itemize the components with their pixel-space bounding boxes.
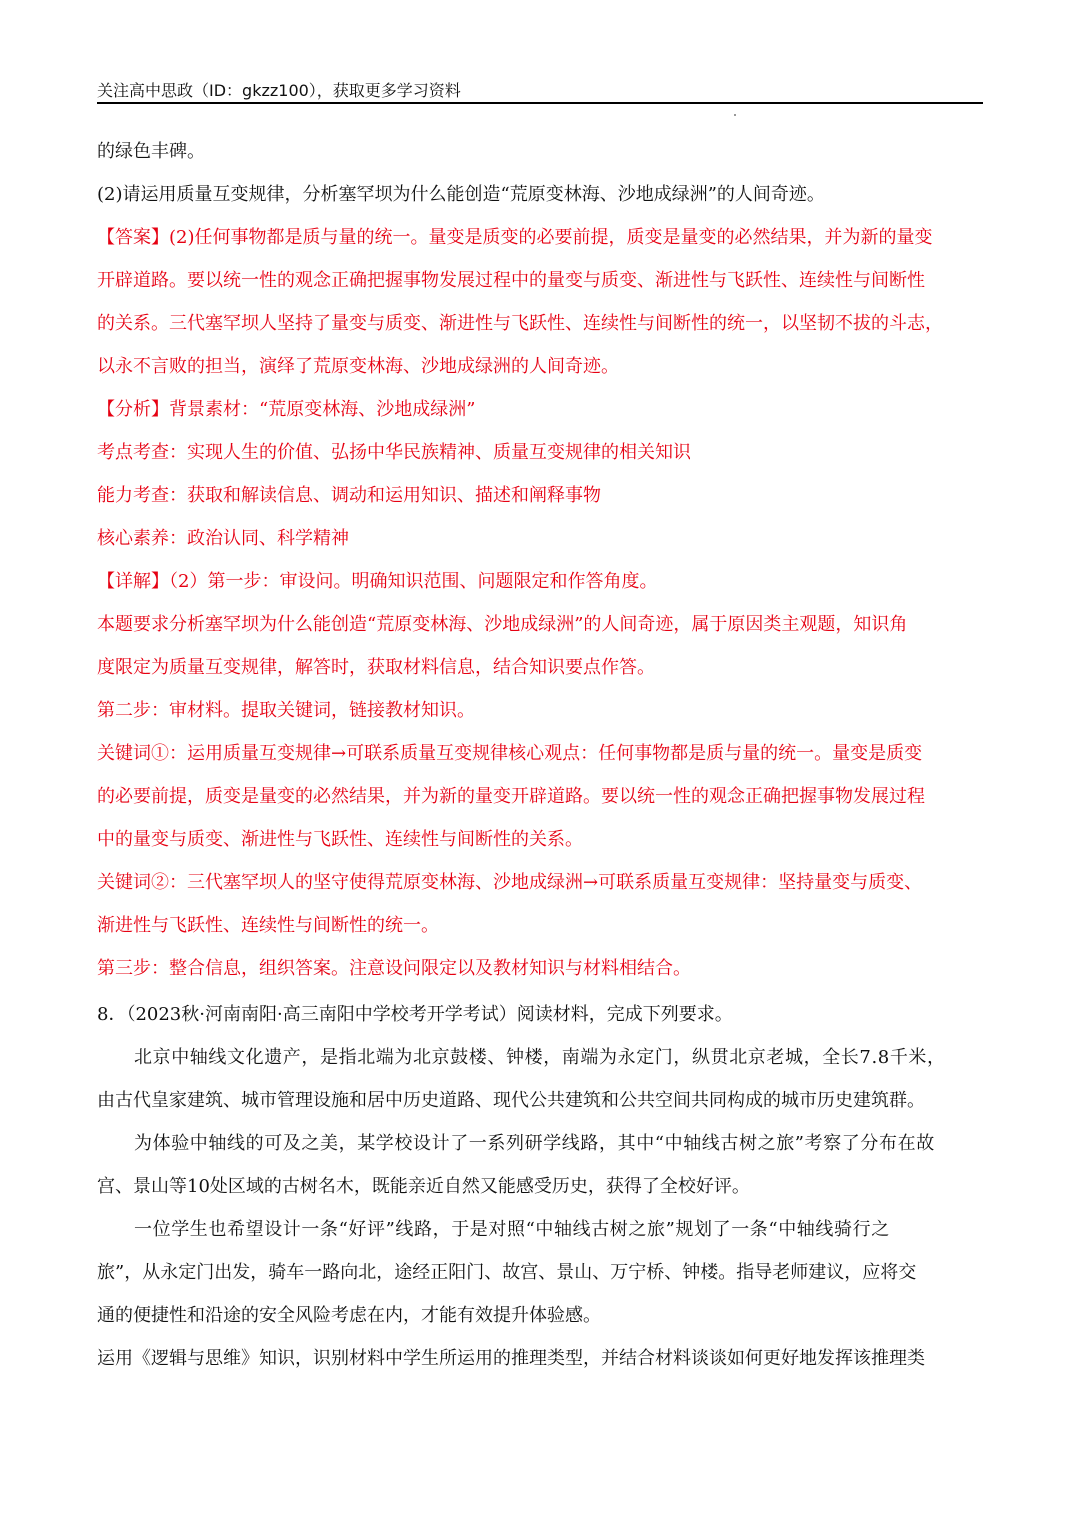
step2-line: 第二步：审材料。提取关键词，链接教材知识。 (97, 700, 475, 721)
keyword1-line-1: 关键词①：运用质量互变规律→可联系质量互变规律核心观点：任何事物都是质与量的统一。量变是质变 (97, 743, 923, 764)
material-line-2: 由古代皇家建筑、城市管理设施和居中历史道路、现代公共建筑和公共空间共同构成的城市历史建筑群。 (97, 1090, 925, 1111)
material-line-6: 旅”，从永定门出发，骑车一路向北，途经正阳门、故宫、景山、万宁桥、钟楼。指导老师建议，应将交 (97, 1262, 917, 1283)
material-line-3: 为体验中轴线的可及之美，某学校设计了一系列研学线路，其中“中轴线古树之旅”考察了分布在故 (134, 1133, 935, 1154)
keyword1-line-3: 中的量变与质变、渐进性与飞跃性、连续性与间断性的关系。 (97, 829, 583, 850)
material-line-4: 宫、景山等10处区域的古树名木，既能亲近自然又能感受历史，获得了全校好评。 (97, 1176, 750, 1197)
material-line-1: 北京中轴线文化遗产，是指北端为北京鼓楼、钟楼，南端为永定门，纵贯北京老城，全长7.8千米， (134, 1047, 946, 1068)
material-line-5: 一位学生也希望设计一条“好评”线路，于是对照“中轴线古树之旅”规划了一条“中轴线骑行之 (134, 1219, 890, 1240)
analysis-line: 【分析】背景素材：“荒原变林海、沙地成绿洲” (97, 399, 476, 420)
question-8-line: 8．（2023秋·河南南阳·高三南阳中学校考开学考试）阅读材料，完成下列要求。 (97, 1004, 733, 1025)
text-line-1: 的绿色丰碑。 (97, 141, 205, 162)
ability-line: 能力考查：获取和解读信息、调动和运用知识、描述和阐释事物 (97, 485, 601, 506)
answer-line-2: 开辟道路。要以统一性的观念正确把握事物发展过程中的量变与质变、渐进性与飞跃性、连续性与间断性 (97, 270, 925, 291)
answer-line-1: 【答案】(2)任何事物都是质与量的统一。量变是质变的必要前提，质变是量变的必然结果，并为新的量变 (97, 227, 933, 248)
keyword2-line-2: 渐进性与飞跃性、连续性与间断性的统一。 (97, 915, 439, 936)
detail-line-2: 度限定为质量互变规律，解答时，获取材料信息，结合知识要点作答。 (97, 657, 655, 678)
decorative-dot (734, 114, 736, 116)
requirement-line: 运用《逻辑与思维》知识，识别材料中学生所运用的推理类型，并结合材料谈谈如何更好地发挥该推理类 (97, 1348, 925, 1369)
core-literacy-line: 核心素养：政治认同、科学精神 (97, 528, 349, 549)
detail-line-1: 本题要求分析塞罕坝为什么能创造“荒原变林海、沙地成绿洲”的人间奇迹，属于原因类主观题，知识角 (97, 614, 908, 635)
step3-line: 第三步：整合信息，组织答案。注意设问限定以及教材知识与材料相结合。 (97, 958, 691, 979)
header-text: 关注高中思政（ID：gkzz100），获取更多学习资料 (97, 81, 461, 100)
keyword1-line-2: 的必要前提，质变是量变的必然结果，并为新的量变开辟道路。要以统一性的观念正确把握事物发展过程 (97, 786, 925, 807)
answer-line-3: 的关系。三代塞罕坝人坚持了量变与质变、渐进性与飞跃性、连续性与间断性的统一，以坚韧不拔的斗志， (97, 313, 943, 334)
question-2-line: (2)请运用质量互变规律，分析塞罕坝为什么能创造“荒原变林海、沙地成绿洲”的人间奇迹。 (97, 184, 825, 205)
material-line-7: 通的便捷性和沿途的安全风险考虑在内，才能有效提升体验感。 (97, 1305, 601, 1326)
exam-points-line: 考点考查：实现人生的价值、弘扬中华民族精神、质量互变规律的相关知识 (97, 442, 691, 463)
answer-line-4: 以永不言败的担当，演绎了荒原变林海、沙地成绿洲的人间奇迹。 (97, 356, 619, 377)
detail-step1-line: 【详解】（2）第一步：审设问。明确知识范围、问题限定和作答角度。 (97, 571, 658, 592)
keyword2-line-1: 关键词②：三代塞罕坝人的坚守使得荒原变林海、沙地成绿洲→可联系质量互变规律：坚持量变与质变、 (97, 872, 923, 893)
page-header (97, 74, 983, 104)
